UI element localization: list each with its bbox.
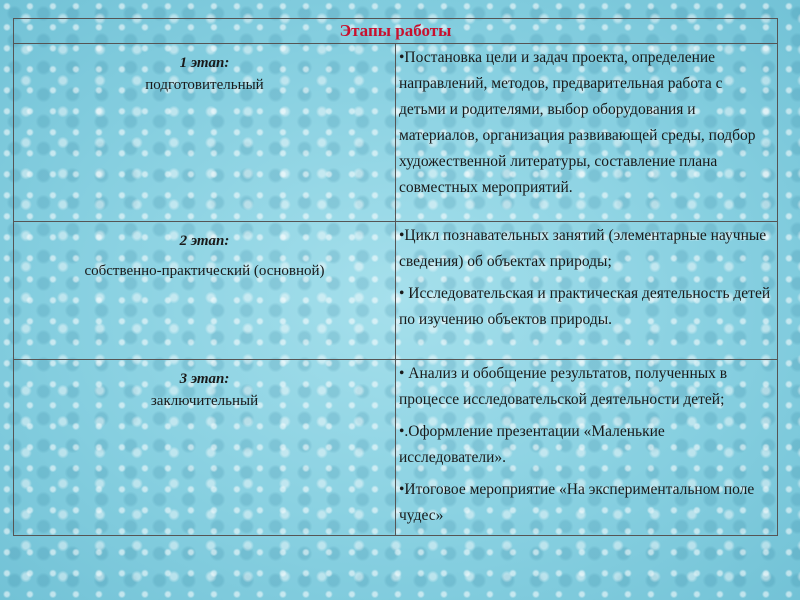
list-item: • Исследовательская и практическая деятельность детей по изучению объектов природы. [399,285,771,328]
stage-number: 1 этап: [179,55,230,71]
stage-name: заключительный [150,393,259,409]
table-row [14,222,778,360]
list-item: •Цикл познавательных занятий (элементарные научные сведения) об объектах природы; [399,227,767,270]
stage-cell [14,44,396,222]
list-item: •Постановка цели и задач проекта, определение направлений, методов, предварительная работа с детьми и родителями, выбор оборудования и материалов, организация развивающей среды, подбор художественной литературы, составление плана совместных мероприятий. [399,49,756,196]
stage-number: 3 этап: [179,371,230,387]
list-item: •Итоговое мероприятие «На экспериментальном поле чудес» [399,481,755,524]
stage-description [396,360,778,536]
stage-name: собственно-практический (основной) [84,263,325,279]
stage-description [396,222,778,360]
stage-cell [14,222,396,360]
stage-cell [14,360,396,536]
stage-name: подготовительный [145,77,264,93]
table-title: Этапы работы [14,19,778,44]
table-row [14,360,778,536]
stages-table [13,18,778,536]
list-item: • Анализ и обобщение результатов, полученных в процессе исследовательской деятельности детей; [399,365,728,408]
stage-number: 2 этап: [179,233,230,249]
table-row [14,44,778,222]
stage-description [396,44,778,222]
list-item: •.Оформление презентации «Маленькие исследователи». [399,423,665,466]
